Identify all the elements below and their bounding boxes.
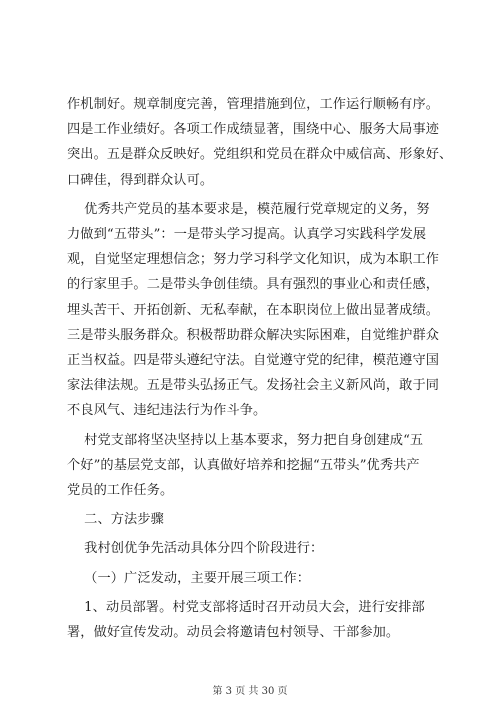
text-line: 作机制好。规章制度完善，管理措施到位，工作运行顺畅有序。 (67, 97, 440, 112)
subsection-heading-mobilization (67, 566, 447, 591)
paragraph-work-standards (67, 92, 453, 193)
text-line: 个好”的基层党支部，认真做好培养和挖掘“五带头”优秀共产 (67, 457, 420, 473)
paragraph-branch-commitment (67, 428, 447, 504)
text-line: 力做到“五带头”：一是带头学习提高。认真学习实践科学发展 (67, 227, 427, 243)
text-line: 观，自觉坚定理想信念；努力学习科学文化知识，成为本职工作 (67, 252, 440, 268)
text-line: 不良风气、违纪违法行为作斗争。 (67, 403, 267, 419)
text-line: 的行家里手。二是带头争创佳绩。具有强烈的事业心和责任感， (67, 277, 440, 293)
text-line: 我村创优争先活动具体分四个阶段进行： (67, 541, 324, 557)
paragraph-member-requirements (67, 197, 447, 424)
text-line: 突出。五是群众反映好。党组织和党员在群众中威信高、形象好、 (67, 147, 453, 163)
text-line: 署，做好宣传发动。动员会将邀请包村领导、干部参加。 (67, 625, 400, 641)
paragraph-mobilization-deployment (67, 595, 447, 645)
text-line: 1、动员部署。村党支部将适时召开动员大会，进行安排部 (67, 599, 425, 615)
text-line: 正当权益。四是带头遵纪守法。自觉遵守党的纪律，模范遵守国 (67, 353, 440, 369)
text-line: 口碑佳，得到群众认可。 (67, 172, 214, 188)
text-line: 四是工作业绩好。各项工作成绩显著，围绕中心、服务大局事迹 (67, 122, 440, 138)
section-heading-methods (67, 507, 447, 532)
text-line: 村党支部将坚决坚持以上基本要求，努力把自身创建成“五 (67, 432, 424, 448)
subsection-heading: （一）广泛发动，主要开展三项工作： (67, 570, 311, 586)
text-line: 三是带头服务群众。积极帮助群众解决实际困难，自觉维护群众 (67, 327, 440, 343)
page-number-footer: 第 3 页 共 30 页 (212, 686, 288, 697)
text-line: 优秀共产党员的基本要求是，模范履行党章规定的义务，努 (67, 201, 430, 217)
document-body (67, 92, 453, 649)
text-line: 党员的工作任务。 (67, 483, 174, 499)
text-line: 家法律法规。五是带头弘扬正气。发扬社会主义新风尚，敢于同 (67, 378, 440, 394)
paragraph-phases-intro (67, 536, 447, 561)
text-line: 埋头苦干、开拓创新、无私奉献，在本职岗位上做出显著成绩。 (67, 302, 440, 318)
section-heading: 二、方法步骤 (67, 512, 164, 528)
